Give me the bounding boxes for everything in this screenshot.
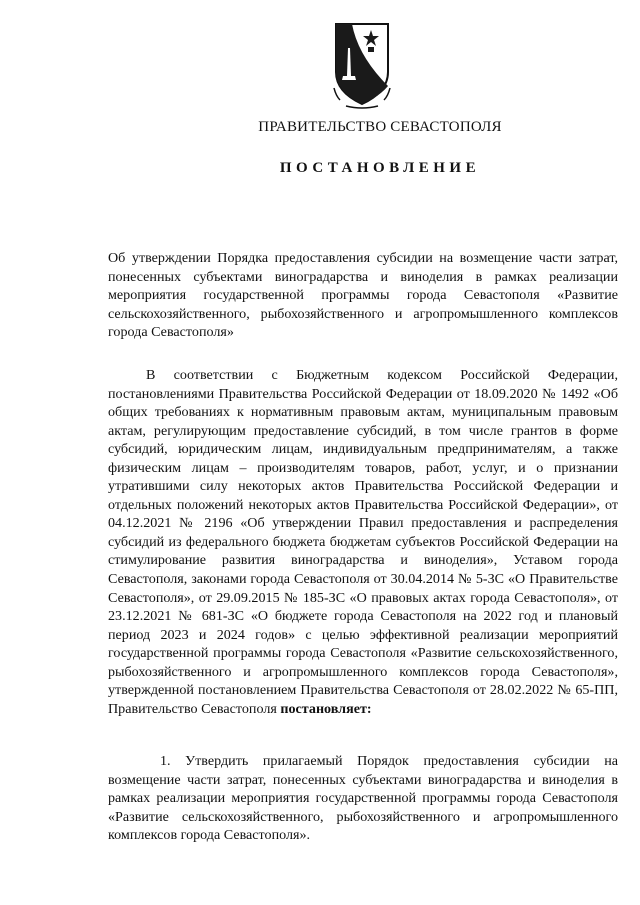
government-name: ПРАВИТЕЛЬСТВО СЕВАСТОПОЛЯ — [258, 119, 502, 135]
document-subject: Об утверждении Порядка предоставления субсидии на возмещение части затрат, понесенных субъектами виноградарства и виноделия в рамках реализации мероприятия государственной программы города Севастополя «Развитие сельскохозяйственного, рыбохозяйственного и агропромышленного комплексов города Севастополя» — [108, 250, 618, 341]
preamble-text: В соответствии с Бюджетным кодексом Российской Федерации, постановлениями Правительства Российской Федерации от 18.09.2020 № 1492 «Об общих требованиях к нормативным правовым актам, муниципальным правовым актам, регулирующим предоставление субсидий, в том числе грантов в форме субсидий, юридическим лицам, индивидуальным предпринимателям, а также физическим лицам – производителям товаров, работ, услуг, и о признании утратившими силу некоторых актов Правительства Российской Федерации и отдельных положений некоторых актов Правительства Российской Федерации», от 04.12.2021 № 2196 «Об утверждении Правил предоставления и распределения субсидий из федерального бюджета бюджетам субъектов Российской Федерации на стимулирование развития виноградарства и виноделия», Уставом города Севастополя, законами города Севастополя от 30.04.2014 № 5-ЗС «О Правительстве Севастополя», от 29.09.2015 № 185-ЗС «О правовых актах города Севастополя», от 23.12.2021 № 681-ЗС «О бюджете города Севастополя на 2022 год и плановый период 2023 и 2024 годов» с целью эффективной реализации мероприятий государственной программы города Севастополя «Развитие сельскохозяйственного, рыбохозяйственного и агропромышленного комплексов города Севастополя», утвержденной постановлением Правительства Севастополя от 28.02.2022 № 65-ПП, Правительство Севастополя — [108, 367, 618, 717]
preamble-paragraph — [108, 366, 618, 718]
resolves-keyword: постановляет: — [280, 700, 372, 717]
document-type-title: ПОСТАНОВЛЕНИЕ — [279, 160, 481, 176]
resolution-point-1: 1. Утвердить прилагаемый Порядок предоставления субсидии на возмещение части затрат, понесенных субъектами виноградарства и виноделия в рамках реализации мероприятия государственной программы города Севастополя «Развитие сельскохозяйственного, рыбохозяйственного и агропромышленного комплексов города Севастополя». — [108, 753, 618, 844]
sevastopol-coat-of-arms-icon — [322, 16, 402, 111]
